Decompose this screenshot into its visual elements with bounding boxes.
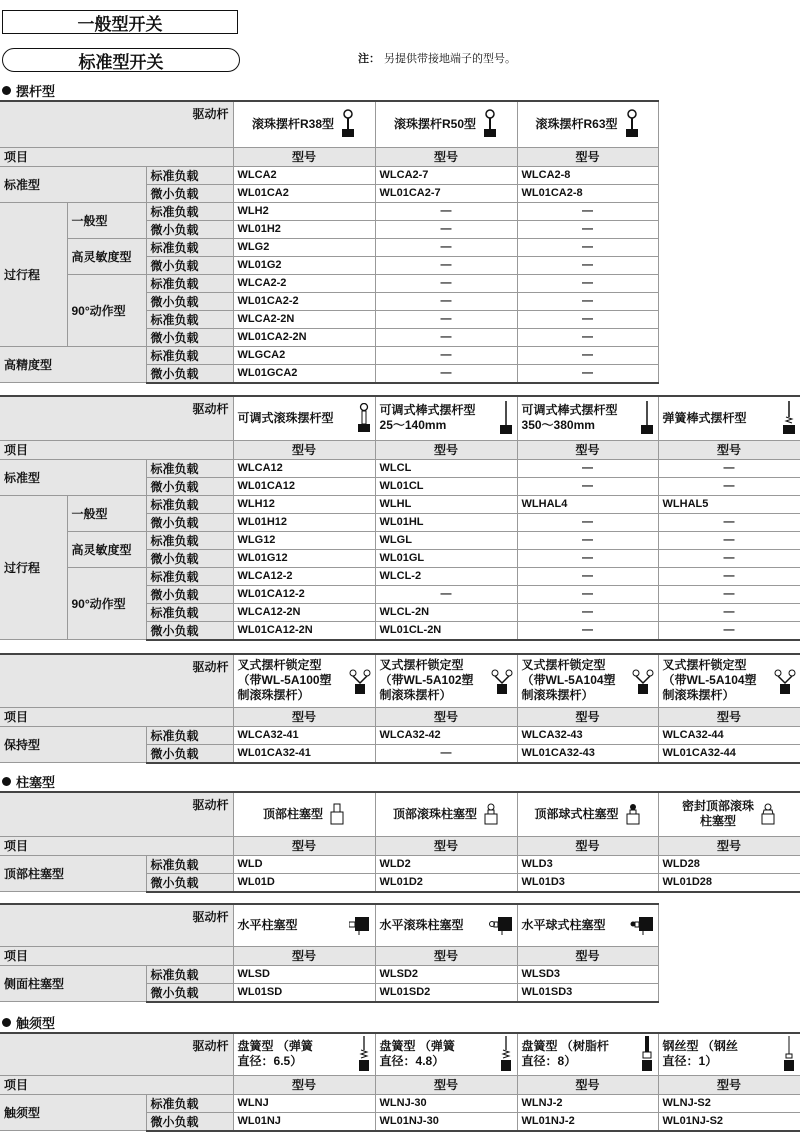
actuator-header: 盘簧型 （弹簧 直径：4.8） bbox=[375, 1033, 517, 1075]
model-cell: WLSD bbox=[233, 965, 375, 983]
model-cell: WLSD2 bbox=[375, 965, 517, 983]
adjustable-roller-lever-icon bbox=[357, 403, 371, 433]
model-cell: WL01CA12-2N bbox=[233, 621, 375, 640]
drive-label: 驱动杆 bbox=[0, 654, 233, 707]
model-label: 型号 bbox=[658, 707, 800, 726]
model-cell: — bbox=[517, 346, 658, 364]
note-label: 注： bbox=[358, 53, 380, 65]
model-cell: — bbox=[517, 238, 658, 256]
model-cell: WL01CA12 bbox=[233, 477, 375, 495]
group-general: 一般型 bbox=[67, 495, 146, 531]
plunger-icon bbox=[329, 803, 345, 825]
section-label: 摆杆型 bbox=[16, 84, 56, 99]
model-cell: WLH2 bbox=[233, 202, 375, 220]
model-cell: — bbox=[658, 585, 800, 603]
model-cell: WL01CA2-2N bbox=[233, 328, 375, 346]
load-label: 标准负载 bbox=[146, 495, 233, 513]
load-label: 微小负载 bbox=[146, 292, 233, 310]
model-cell: WL01D28 bbox=[658, 873, 800, 892]
drive-label: 驱动杆 bbox=[0, 396, 233, 440]
model-cell: — bbox=[658, 603, 800, 621]
model-cell: WL01CA32-43 bbox=[517, 744, 658, 763]
load-label: 微小负载 bbox=[146, 184, 233, 202]
model-cell: — bbox=[375, 585, 517, 603]
model-label: 型号 bbox=[233, 147, 375, 166]
model-cell: WL01GL bbox=[375, 549, 517, 567]
group-ninety-degree: 90°动作型 bbox=[67, 567, 146, 640]
load-label: 微小负载 bbox=[146, 549, 233, 567]
model-cell: — bbox=[658, 477, 800, 495]
model-cell: WL01SD3 bbox=[517, 983, 658, 1002]
model-cell: WLGL bbox=[375, 531, 517, 549]
load-label: 标准负载 bbox=[146, 855, 233, 873]
load-label: 标准负载 bbox=[146, 459, 233, 477]
rod-lever-icon bbox=[499, 401, 513, 435]
model-cell: — bbox=[375, 292, 517, 310]
model-label: 型号 bbox=[375, 707, 517, 726]
model-cell: WLHL bbox=[375, 495, 517, 513]
roller-lever-icon bbox=[624, 109, 640, 139]
fork-lever-icon bbox=[349, 667, 371, 695]
model-label: 型号 bbox=[233, 440, 375, 459]
load-label: 微小负载 bbox=[146, 621, 233, 640]
model-cell: WLCL bbox=[375, 459, 517, 477]
model-cell: WLSD3 bbox=[517, 965, 658, 983]
group-standard: 标准型 bbox=[0, 459, 146, 495]
model-label: 型号 bbox=[375, 836, 517, 855]
model-cell: — bbox=[517, 567, 658, 585]
model-cell: WLCA32-42 bbox=[375, 726, 517, 744]
model-cell: — bbox=[375, 744, 517, 763]
model-cell: WL01NJ-2 bbox=[517, 1112, 658, 1131]
group-side-plunger: 侧面柱塞型 bbox=[0, 965, 146, 1002]
model-label: 型号 bbox=[517, 946, 658, 965]
model-cell: WL01H12 bbox=[233, 513, 375, 531]
section-label: 柱塞型 bbox=[16, 775, 56, 790]
model-label: 型号 bbox=[375, 1075, 517, 1094]
model-cell: — bbox=[375, 256, 517, 274]
model-label: 型号 bbox=[233, 946, 375, 965]
note-text: 另提供带接地端子的型号。 bbox=[384, 53, 516, 65]
model-cell: WLGCA2 bbox=[233, 346, 375, 364]
actuator-header: 盘簧型 （弹簧 直径：6.5） bbox=[233, 1033, 375, 1075]
group-high-sensitivity: 高灵敏度型 bbox=[67, 531, 146, 567]
model-cell: WLG2 bbox=[233, 238, 375, 256]
model-cell: — bbox=[375, 238, 517, 256]
group-overtravel: 过行程 bbox=[0, 202, 67, 346]
horizontal-ball-plunger-icon bbox=[630, 915, 654, 935]
table-whisker bbox=[0, 1032, 800, 1132]
model-cell: WL01G12 bbox=[233, 549, 375, 567]
item-label: 项目 bbox=[0, 440, 233, 459]
model-cell: WLD3 bbox=[517, 855, 658, 873]
load-label: 微小负载 bbox=[146, 1112, 233, 1131]
item-label: 项目 bbox=[0, 946, 233, 965]
actuator-header: 盘簧型 （树脂杆 直径：8） bbox=[517, 1033, 658, 1075]
model-label: 型号 bbox=[517, 1075, 658, 1094]
drive-label: 驱动杆 bbox=[0, 1033, 233, 1075]
load-label: 标准负载 bbox=[146, 202, 233, 220]
actuator-header: 水平滚珠柱塞型 bbox=[375, 904, 517, 946]
fork-lever-icon bbox=[774, 667, 796, 695]
model-cell: — bbox=[517, 220, 658, 238]
model-cell: WL01CA2-7 bbox=[375, 184, 517, 202]
model-cell: — bbox=[517, 292, 658, 310]
model-cell: — bbox=[658, 621, 800, 640]
load-label: 微小负载 bbox=[146, 364, 233, 383]
load-label: 微小负载 bbox=[146, 477, 233, 495]
model-label: 型号 bbox=[658, 440, 800, 459]
load-label: 微小负载 bbox=[146, 328, 233, 346]
model-label: 型号 bbox=[517, 147, 658, 166]
actuator-header: 滚珠摆杆R63型 bbox=[517, 101, 658, 147]
load-label: 标准负载 bbox=[146, 603, 233, 621]
drive-label: 驱动杆 bbox=[0, 904, 233, 946]
fork-lever-icon bbox=[632, 667, 654, 695]
model-cell: WLNJ-2 bbox=[517, 1094, 658, 1112]
model-cell: WL01GCA2 bbox=[233, 364, 375, 383]
spring-rod-icon bbox=[782, 401, 796, 435]
group-ninety-degree: 90°动作型 bbox=[67, 274, 146, 346]
sealed-roller-plunger-icon bbox=[760, 803, 776, 825]
model-cell: — bbox=[375, 328, 517, 346]
load-label: 标准负载 bbox=[146, 567, 233, 585]
actuator-header: 可调式滚珠摆杆型 bbox=[233, 396, 375, 440]
model-cell: — bbox=[517, 477, 658, 495]
model-label: 型号 bbox=[233, 1075, 375, 1094]
model-cell: — bbox=[517, 531, 658, 549]
table-side-plunger bbox=[0, 903, 659, 1003]
load-label: 微小负载 bbox=[146, 744, 233, 763]
actuator-header: 顶部滚珠柱塞型 bbox=[375, 792, 517, 836]
model-cell: WL01NJ bbox=[233, 1112, 375, 1131]
section-subtitle: 标准型开关 bbox=[2, 48, 240, 72]
model-cell: WL01CA2 bbox=[233, 184, 375, 202]
model-cell: WL01CA12-2 bbox=[233, 585, 375, 603]
model-cell: WLCA32-44 bbox=[658, 726, 800, 744]
load-label: 微小负载 bbox=[146, 585, 233, 603]
fork-lever-icon bbox=[491, 667, 513, 695]
roller-plunger-icon bbox=[483, 803, 499, 825]
load-label: 微小负载 bbox=[146, 873, 233, 892]
model-cell: WLCA12 bbox=[233, 459, 375, 477]
section-label: 触须型 bbox=[16, 1016, 56, 1031]
actuator-header: 弹簧棒式摆杆型 bbox=[658, 396, 800, 440]
model-cell: WLCA12-2N bbox=[233, 603, 375, 621]
load-label: 标准负载 bbox=[146, 310, 233, 328]
actuator-header: 叉式摆杆锁定型 （带WL-5A104塑 制滚珠摆杆） bbox=[658, 654, 800, 707]
model-cell: WL01CL bbox=[375, 477, 517, 495]
model-cell: WL01SD bbox=[233, 983, 375, 1002]
actuator-header: 水平柱塞型 bbox=[233, 904, 375, 946]
table-top-plunger bbox=[0, 791, 800, 893]
section-whisker bbox=[2, 1013, 55, 1032]
model-cell: — bbox=[658, 531, 800, 549]
load-label: 标准负载 bbox=[146, 965, 233, 983]
section-plunger bbox=[2, 772, 55, 791]
item-label: 项目 bbox=[0, 707, 233, 726]
model-cell: WLCA32-41 bbox=[233, 726, 375, 744]
model-cell: — bbox=[375, 310, 517, 328]
group-top-plunger: 顶部柱塞型 bbox=[0, 855, 146, 892]
load-label: 标准负载 bbox=[146, 166, 233, 184]
bullet-icon bbox=[2, 777, 11, 786]
model-cell: — bbox=[517, 603, 658, 621]
model-cell: WL01D3 bbox=[517, 873, 658, 892]
model-cell: — bbox=[517, 328, 658, 346]
steel-wire-icon bbox=[782, 1036, 796, 1072]
model-cell: — bbox=[517, 621, 658, 640]
model-label: 型号 bbox=[517, 440, 658, 459]
drive-label: 驱动杆 bbox=[0, 792, 233, 836]
model-cell: WLCA2 bbox=[233, 166, 375, 184]
model-label: 型号 bbox=[233, 707, 375, 726]
table-roller-lever bbox=[0, 100, 659, 384]
model-cell: — bbox=[658, 549, 800, 567]
model-cell: — bbox=[658, 567, 800, 585]
model-cell: WLNJ-S2 bbox=[658, 1094, 800, 1112]
note bbox=[358, 50, 516, 66]
group-standard: 标准型 bbox=[0, 166, 146, 202]
model-cell: WLH12 bbox=[233, 495, 375, 513]
model-cell: WLCL-2 bbox=[375, 567, 517, 585]
load-label: 标准负载 bbox=[146, 531, 233, 549]
model-cell: — bbox=[517, 585, 658, 603]
actuator-header: 可调式棒式摆杆型 25～140mm bbox=[375, 396, 517, 440]
actuator-header: 水平球式柱塞型 bbox=[517, 904, 658, 946]
group-hold: 保持型 bbox=[0, 726, 146, 763]
model-cell: WLD bbox=[233, 855, 375, 873]
model-cell: WLCA12-2 bbox=[233, 567, 375, 585]
model-cell: — bbox=[375, 220, 517, 238]
load-label: 标准负载 bbox=[146, 346, 233, 364]
model-cell: WLHAL4 bbox=[517, 495, 658, 513]
actuator-header: 叉式摆杆锁定型 （带WL-5A102塑 制滚珠摆杆） bbox=[375, 654, 517, 707]
page-title: 一般型开关 bbox=[2, 10, 238, 34]
group-high-sensitivity: 高灵敏度型 bbox=[67, 238, 146, 274]
load-label: 微小负载 bbox=[146, 220, 233, 238]
coil-spring-icon bbox=[499, 1036, 513, 1072]
actuator-header: 顶部柱塞型 bbox=[233, 792, 375, 836]
model-cell: WL01CL-2N bbox=[375, 621, 517, 640]
model-cell: WLD28 bbox=[658, 855, 800, 873]
model-cell: — bbox=[658, 459, 800, 477]
group-high-precision: 高精度型 bbox=[0, 346, 146, 383]
model-cell: WL01HL bbox=[375, 513, 517, 531]
item-label: 项目 bbox=[0, 836, 233, 855]
actuator-header: 可调式棒式摆杆型 350～380mm bbox=[517, 396, 658, 440]
model-cell: WLNJ bbox=[233, 1094, 375, 1112]
load-label: 标准负载 bbox=[146, 1094, 233, 1112]
model-cell: WLCL-2N bbox=[375, 603, 517, 621]
group-whisker: 触须型 bbox=[0, 1094, 146, 1131]
model-cell: — bbox=[517, 256, 658, 274]
model-cell: WLCA32-43 bbox=[517, 726, 658, 744]
model-cell: — bbox=[517, 274, 658, 292]
model-cell: WL01G2 bbox=[233, 256, 375, 274]
model-cell: WL01CA32-41 bbox=[233, 744, 375, 763]
bullet-icon bbox=[2, 1018, 11, 1027]
bullet-icon bbox=[2, 86, 11, 95]
model-label: 型号 bbox=[375, 440, 517, 459]
load-label: 标准负载 bbox=[146, 238, 233, 256]
actuator-header: 顶部球式柱塞型 bbox=[517, 792, 658, 836]
horizontal-roller-plunger-icon bbox=[489, 915, 513, 935]
model-cell: WLNJ-30 bbox=[375, 1094, 517, 1112]
model-cell: WLCA2-2N bbox=[233, 310, 375, 328]
model-cell: WL01CA32-44 bbox=[658, 744, 800, 763]
model-cell: WLD2 bbox=[375, 855, 517, 873]
model-cell: WL01CA2-8 bbox=[517, 184, 658, 202]
model-cell: — bbox=[517, 549, 658, 567]
ball-plunger-icon bbox=[625, 803, 641, 825]
load-label: 标准负载 bbox=[146, 726, 233, 744]
load-label: 标准负载 bbox=[146, 274, 233, 292]
model-cell: WL01NJ-30 bbox=[375, 1112, 517, 1131]
model-cell: — bbox=[517, 513, 658, 531]
model-cell: WLCA2-2 bbox=[233, 274, 375, 292]
model-cell: WL01CA2-2 bbox=[233, 292, 375, 310]
model-cell: WL01H2 bbox=[233, 220, 375, 238]
actuator-header: 滚珠摆杆R38型 bbox=[233, 101, 375, 147]
load-label: 微小负载 bbox=[146, 256, 233, 274]
model-cell: — bbox=[517, 459, 658, 477]
model-label: 型号 bbox=[658, 836, 800, 855]
model-cell: — bbox=[517, 310, 658, 328]
section-lever bbox=[2, 81, 55, 100]
actuator-header: 叉式摆杆锁定型 （带WL-5A100塑 制滚珠摆杆） bbox=[233, 654, 375, 707]
resin-rod-icon bbox=[640, 1036, 654, 1072]
model-cell: WLCA2-7 bbox=[375, 166, 517, 184]
model-cell: — bbox=[375, 346, 517, 364]
actuator-header: 密封顶部滚珠 柱塞型 bbox=[658, 792, 800, 836]
actuator-header: 叉式摆杆锁定型 （带WL-5A104塑 制滚珠摆杆） bbox=[517, 654, 658, 707]
model-label: 型号 bbox=[233, 836, 375, 855]
model-cell: — bbox=[517, 364, 658, 383]
table-adjustable-lever bbox=[0, 395, 800, 641]
model-cell: WLCA2-8 bbox=[517, 166, 658, 184]
model-cell: — bbox=[375, 202, 517, 220]
group-overtravel: 过行程 bbox=[0, 495, 67, 640]
rod-lever-icon bbox=[640, 401, 654, 435]
actuator-header: 钢丝型 （钢丝 直径：1） bbox=[658, 1033, 800, 1075]
model-cell: — bbox=[375, 274, 517, 292]
model-label: 型号 bbox=[375, 946, 517, 965]
model-label: 型号 bbox=[517, 836, 658, 855]
model-label: 型号 bbox=[658, 1075, 800, 1094]
model-cell: — bbox=[375, 364, 517, 383]
item-label: 项目 bbox=[0, 1075, 233, 1094]
item-label: 项目 bbox=[0, 147, 233, 166]
load-label: 微小负载 bbox=[146, 513, 233, 531]
actuator-header: 滚珠摆杆R50型 bbox=[375, 101, 517, 147]
model-cell: WL01NJ-S2 bbox=[658, 1112, 800, 1131]
table-fork-lever bbox=[0, 653, 800, 764]
coil-spring-icon bbox=[357, 1036, 371, 1072]
model-cell: WL01D2 bbox=[375, 873, 517, 892]
model-cell: WL01D bbox=[233, 873, 375, 892]
horizontal-plunger-icon bbox=[349, 915, 371, 935]
roller-lever-icon bbox=[340, 109, 356, 139]
model-label: 型号 bbox=[375, 147, 517, 166]
load-label: 微小负载 bbox=[146, 983, 233, 1002]
model-cell: WLG12 bbox=[233, 531, 375, 549]
model-cell: WL01SD2 bbox=[375, 983, 517, 1002]
group-general: 一般型 bbox=[67, 202, 146, 238]
model-cell: WLHAL5 bbox=[658, 495, 800, 513]
roller-lever-icon bbox=[482, 109, 498, 139]
model-label: 型号 bbox=[517, 707, 658, 726]
model-cell: — bbox=[517, 202, 658, 220]
drive-label: 驱动杆 bbox=[0, 101, 233, 147]
model-cell: — bbox=[658, 513, 800, 531]
